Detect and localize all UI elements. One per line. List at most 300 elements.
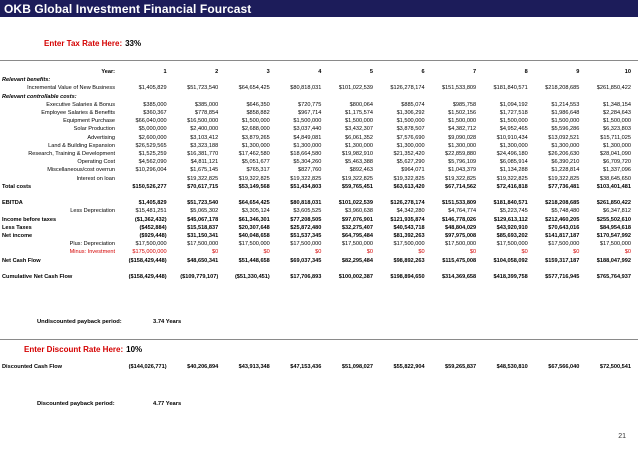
discounted-value-cell: $59,265,837 — [445, 364, 477, 370]
value-cell: $255,502,610 — [596, 216, 631, 223]
value-cell: $9,090,028 — [448, 134, 477, 141]
tax-rate-value[interactable]: 33% — [125, 39, 142, 48]
value-cell: $17,500,000 — [341, 241, 373, 248]
value-cell: $31,150,341 — [187, 233, 219, 240]
discounted-value-cell: $43,913,348 — [238, 364, 270, 370]
value-cell: $1,214,553 — [551, 101, 580, 108]
value-cell: $150,526,277 — [132, 183, 167, 190]
row-label: Advertising — [87, 134, 115, 141]
value-cell: $16,500,000 — [187, 118, 219, 125]
value-cell: $170,547,992 — [596, 233, 631, 240]
page-number: 21 — [618, 433, 626, 440]
sheet-title: OKB Global Investment Financial Fourcast — [4, 2, 252, 16]
value-cell: $3,879,265 — [241, 134, 270, 141]
value-cell: $858,882 — [246, 110, 270, 117]
value-cell: $17,500,000 — [135, 241, 167, 248]
value-cell: $3,605,525 — [293, 208, 322, 215]
value-cell: $1,500,000 — [293, 118, 322, 125]
value-cell: $28,041,090 — [599, 151, 631, 158]
value-cell: $51,537,345 — [290, 233, 322, 240]
tax-rate-label: Enter Tax Rate Here: — [44, 39, 123, 48]
value-cell: $1,300,000 — [396, 142, 425, 149]
value-cell: $360,367 — [143, 110, 167, 117]
value-cell: $1,094,192 — [499, 101, 528, 108]
value-cell: $17,500,000 — [599, 241, 631, 248]
line-item-row — [0, 207, 634, 215]
spacer-row — [0, 191, 634, 199]
value-cell: $103,401,481 — [596, 183, 631, 190]
value-cell: $188,047,992 — [596, 257, 631, 264]
value-cell: $17,706,893 — [290, 274, 322, 281]
value-cell: $151,533,809 — [441, 85, 477, 92]
discounted-value-cell: ($144,026,771) — [128, 364, 167, 370]
value-cell: $151,533,809 — [441, 200, 477, 207]
section-header-row — [0, 76, 634, 84]
value-cell: $827,760 — [298, 167, 322, 174]
value-cell: $3,878,507 — [396, 126, 425, 133]
value-cell: $4,562,090 — [138, 159, 167, 166]
total-row — [0, 199, 634, 207]
value-cell: $17,500,000 — [393, 241, 425, 248]
value-cell: $2,600,000 — [138, 134, 167, 141]
value-cell: $19,322,825 — [290, 175, 322, 182]
value-cell: $1,500,000 — [241, 118, 270, 125]
value-cell: $17,500,000 — [187, 241, 219, 248]
value-cell: $175,000,000 — [132, 249, 167, 256]
section-header: Relevant controllable costs: — [2, 93, 77, 100]
row-label: Miscellaneous/cost overrun — [47, 167, 115, 174]
value-cell: $121,935,874 — [390, 216, 425, 223]
row-label: Minus: Investment — [69, 249, 115, 256]
value-cell: $48,650,341 — [187, 257, 219, 264]
discounted-value-cell: $72,500,541 — [599, 364, 631, 370]
value-cell: $19,322,825 — [445, 175, 477, 182]
value-cell: $261,850,422 — [596, 85, 631, 92]
value-cell: $10,910,434 — [496, 134, 528, 141]
value-cell: $1,300,000 — [551, 142, 580, 149]
value-cell: $5,223,745 — [499, 208, 528, 215]
value-cell: $80,818,031 — [290, 200, 322, 207]
row-label: Less Taxes — [2, 224, 32, 231]
value-cell: $0 — [418, 249, 425, 256]
row-label: Plus: Depreciation — [69, 241, 115, 248]
value-cell: $15,481,251 — [135, 208, 167, 215]
discount-rate-label: Enter Discount Rate Here: — [24, 345, 124, 354]
value-cell — [118, 175, 170, 183]
line-item-row — [0, 158, 634, 166]
value-cell: $1,300,000 — [241, 142, 270, 149]
value-cell: $84,954,618 — [599, 224, 631, 231]
row-label: Total costs — [2, 183, 32, 190]
value-cell: $4,811,121 — [190, 159, 219, 166]
section-header-row — [0, 93, 634, 101]
value-cell: $4,764,774 — [448, 208, 477, 215]
year-header-cell: 1 — [163, 69, 167, 75]
total-row — [0, 224, 634, 232]
value-cell: $5,051,677 — [241, 159, 270, 166]
row-label: Operating Cost — [77, 159, 115, 166]
value-cell: $82,295,484 — [341, 257, 373, 264]
value-cell: $1,675,145 — [190, 167, 219, 174]
value-cell: ($452,884) — [139, 224, 167, 231]
value-cell: $70,617,715 — [187, 183, 219, 190]
total-row — [0, 232, 634, 240]
value-cell: $0 — [315, 249, 322, 256]
value-cell: $1,337,096 — [603, 167, 631, 174]
value-cell: $5,596,286 — [551, 126, 580, 133]
value-cell: $967,714 — [298, 110, 322, 117]
value-cell: $24,496,180 — [496, 151, 528, 158]
value-cell: $212,460,205 — [545, 216, 580, 223]
value-cell: $40,048,658 — [238, 233, 270, 240]
value-cell: $0 — [366, 249, 373, 256]
value-cell: $4,342,280 — [396, 208, 425, 215]
value-cell: $1,500,000 — [448, 118, 477, 125]
year-header-cell: 4 — [318, 69, 322, 75]
value-cell: $1,175,574 — [344, 110, 373, 117]
discount-rate-line — [24, 345, 142, 354]
value-cell: $17,500,000 — [548, 241, 580, 248]
value-cell: $218,208,685 — [545, 200, 580, 207]
value-cell: ($51,330,451) — [234, 274, 270, 281]
discounted-payback-label: Discounted payback period: — [37, 401, 115, 407]
row-label: Incremental Value of New Business — [27, 85, 115, 92]
value-cell: $100,002,387 — [338, 274, 373, 281]
value-cell: $69,037,345 — [290, 257, 322, 264]
value-cell: $800,064 — [349, 101, 373, 108]
value-cell: $32,275,407 — [341, 224, 373, 231]
separator-middle — [0, 339, 638, 340]
value-cell: $964,071 — [401, 167, 425, 174]
value-cell: $181,840,571 — [493, 85, 528, 92]
value-cell: $51,448,658 — [238, 257, 270, 264]
discount-rate-value[interactable]: 10% — [126, 345, 143, 354]
value-cell: $3,432,307 — [344, 126, 373, 133]
year-header-row — [0, 68, 634, 76]
value-cell: $720,775 — [298, 101, 322, 108]
value-cell: $3,960,638 — [344, 208, 373, 215]
value-cell: $98,892,263 — [393, 257, 425, 264]
year-header-cell: 7 — [473, 69, 477, 75]
value-cell: $1,300,000 — [603, 142, 631, 149]
value-cell: $48,804,029 — [445, 224, 477, 231]
row-label: Executive Salaries & Bonus — [46, 101, 115, 108]
line-item-row — [0, 117, 634, 125]
value-cell: $5,065,302 — [190, 208, 219, 215]
value-cell: $59,765,451 — [341, 183, 373, 190]
value-cell: $1,300,000 — [448, 142, 477, 149]
row-label: Research, Training & Development — [28, 151, 115, 158]
undiscounted-payback — [37, 319, 182, 325]
separator-top — [0, 60, 638, 61]
line-item-row — [0, 240, 634, 248]
value-cell: ($109,779,107) — [180, 274, 219, 281]
value-cell: $38,645,650 — [599, 175, 631, 182]
value-cell: $67,714,562 — [445, 183, 477, 190]
value-cell: $3,103,412 — [190, 134, 219, 141]
value-cell: $5,000,000 — [138, 126, 167, 133]
line-item-row — [0, 142, 634, 150]
value-cell: $1,500,000 — [499, 118, 528, 125]
value-cell: $141,817,187 — [545, 233, 580, 240]
value-cell: $19,322,825 — [238, 175, 270, 182]
value-cell: $77,208,505 — [290, 216, 322, 223]
value-cell: $646,350 — [246, 101, 270, 108]
value-cell: $5,304,260 — [293, 159, 322, 166]
value-cell: $64,654,425 — [238, 85, 270, 92]
value-cell: $4,952,465 — [499, 126, 528, 133]
forecast-table — [0, 68, 634, 281]
year-header-cell: 2 — [215, 69, 219, 75]
value-cell: $15,518,837 — [187, 224, 219, 231]
value-cell: $3,037,440 — [293, 126, 322, 133]
value-cell: $10,296,004 — [135, 167, 167, 174]
spacer-cell — [0, 265, 634, 273]
year-header-cell: 5 — [369, 69, 373, 75]
value-cell: $159,317,187 — [545, 257, 580, 264]
value-cell: $5,627,290 — [396, 159, 425, 166]
value-cell: $3,323,188 — [190, 142, 219, 149]
value-cell: $1,228,814 — [551, 167, 580, 174]
value-cell: $0 — [521, 249, 528, 256]
value-cell: $765,317 — [246, 167, 270, 174]
value-cell: $17,500,000 — [496, 241, 528, 248]
value-cell: $577,716,945 — [545, 274, 580, 281]
value-cell: $2,284,643 — [603, 110, 631, 117]
value-cell: $218,208,685 — [545, 85, 580, 92]
total-row — [0, 257, 634, 265]
value-cell: $21,352,420 — [393, 151, 425, 158]
value-cell: $4,849,081 — [293, 134, 322, 141]
discounted-value-cell: $67,566,040 — [548, 364, 580, 370]
value-cell: $1,300,000 — [293, 142, 322, 149]
value-cell: $97,076,901 — [341, 216, 373, 223]
value-cell: $17,500,000 — [445, 241, 477, 248]
value-cell: $6,709,720 — [603, 159, 631, 166]
tax-rate-line — [44, 39, 141, 48]
value-cell: $765,764,937 — [596, 274, 631, 281]
discounted-cash-flow-row — [0, 363, 634, 371]
value-cell: $1,500,000 — [603, 118, 631, 125]
line-item-row — [0, 84, 634, 92]
value-cell: $5,463,388 — [344, 159, 373, 166]
value-cell: $3,305,124 — [241, 208, 270, 215]
value-cell: $892,463 — [349, 167, 373, 174]
value-cell: $101,022,539 — [338, 200, 373, 207]
year-header-cell: 6 — [421, 69, 425, 75]
line-item-row — [0, 166, 634, 174]
year-header-cell: 10 — [624, 69, 631, 75]
row-label: EBITDA — [2, 200, 23, 207]
total-row — [0, 273, 634, 281]
value-cell: $0 — [263, 249, 270, 256]
value-cell: $61,346,301 — [238, 216, 270, 223]
value-cell: $19,322,825 — [496, 175, 528, 182]
line-item-row — [0, 109, 634, 117]
value-cell: $15,711,025 — [600, 134, 631, 141]
value-cell: $778,854 — [194, 110, 219, 117]
value-cell: $5,796,109 — [448, 159, 477, 166]
year-header-label: Year: — [101, 69, 115, 75]
value-cell: $5,748,480 — [551, 208, 580, 215]
value-cell: $198,894,650 — [390, 274, 425, 281]
value-cell: $6,323,803 — [603, 126, 631, 133]
value-cell: $1,986,648 — [551, 110, 580, 117]
row-label: Cumulative Net Cash Flow — [2, 274, 73, 281]
value-cell: $43,920,910 — [496, 224, 528, 231]
value-cell: $19,322,825 — [341, 175, 373, 182]
line-item-row — [0, 125, 634, 133]
value-cell: $129,613,112 — [493, 216, 528, 223]
investment-row — [0, 248, 634, 256]
value-cell: $19,322,825 — [548, 175, 580, 182]
value-cell: $16,381,770 — [187, 151, 219, 158]
value-cell: ($1,362,432) — [134, 216, 167, 223]
value-cell: $101,022,539 — [338, 85, 373, 92]
value-cell: $0 — [573, 249, 580, 256]
value-cell: $97,975,008 — [445, 233, 477, 240]
discounted-value-cell: $40,206,894 — [187, 364, 219, 370]
value-cell: $6,390,210 — [551, 159, 580, 166]
value-cell: $0 — [211, 249, 219, 256]
line-item-row — [0, 150, 634, 158]
value-cell: $80,818,031 — [290, 85, 322, 92]
discounted-value-cell: $51,098,027 — [341, 364, 373, 370]
value-cell: $985,758 — [452, 101, 477, 108]
value-cell: ($929,448) — [139, 233, 167, 240]
row-label: Net Cash Flow — [2, 257, 41, 264]
row-label: Interest on loan — [76, 175, 115, 182]
value-cell: $22,859,880 — [445, 151, 477, 158]
row-label: Equipment Purchase — [63, 118, 115, 125]
value-cell: $0 — [624, 249, 631, 256]
title-bar — [0, 0, 638, 17]
value-cell: $126,278,174 — [390, 85, 425, 92]
value-cell: ($158,429,448) — [128, 274, 167, 281]
value-cell: $51,723,540 — [187, 200, 219, 207]
discounted-value-cell: $48,530,810 — [496, 364, 528, 370]
value-cell: $6,085,914 — [499, 159, 528, 166]
spacer-cell — [0, 191, 634, 199]
value-cell: $66,040,000 — [135, 118, 167, 125]
value-cell: $885,074 — [401, 101, 425, 108]
value-cell: $25,872,480 — [290, 224, 322, 231]
value-cell: $64,654,425 — [238, 200, 270, 207]
value-cell: $51,434,803 — [290, 183, 322, 190]
value-cell: $40,543,718 — [393, 224, 425, 231]
value-cell: $1,043,379 — [448, 167, 477, 174]
value-cell: $2,400,000 — [190, 126, 219, 133]
value-cell: $1,405,829 — [138, 200, 167, 207]
value-cell: $13,092,521 — [548, 134, 580, 141]
value-cell: $81,392,263 — [393, 233, 425, 240]
total-row — [0, 183, 634, 191]
value-cell: $19,322,825 — [393, 175, 425, 182]
value-cell: $1,727,518 — [499, 110, 528, 117]
value-cell: $1,134,288 — [499, 167, 528, 174]
line-item-row — [0, 101, 634, 109]
undiscounted-payback-label: Undiscounted payback period: — [37, 319, 122, 325]
row-label: Solar Production — [73, 126, 115, 133]
value-cell: $1,300,000 — [344, 142, 373, 149]
value-cell: $45,067,178 — [187, 216, 219, 223]
value-cell: $51,723,540 — [187, 85, 219, 92]
value-cell: $2,688,000 — [241, 126, 270, 133]
year-header-cell: 8 — [524, 69, 528, 75]
value-cell: $0 — [469, 249, 477, 256]
value-cell: $63,613,420 — [393, 183, 425, 190]
spacer-row — [0, 265, 634, 273]
discounted-cash-flow-label: Discounted Cash Flow — [2, 364, 62, 370]
value-cell: $17,500,000 — [290, 241, 322, 248]
row-label: Less Depreciation — [70, 208, 115, 215]
value-cell: $26,529,565 — [135, 142, 167, 149]
discounted-payback-value: 4.77 Years — [153, 401, 182, 407]
value-cell: $72,416,818 — [496, 183, 528, 190]
value-cell: $1,500,000 — [396, 118, 425, 125]
value-cell: $314,369,658 — [441, 274, 477, 281]
value-cell: $115,475,008 — [442, 257, 477, 264]
value-cell: $1,348,154 — [603, 101, 631, 108]
value-cell: $70,643,016 — [548, 224, 580, 231]
value-cell: $19,322,825 — [187, 175, 219, 182]
undiscounted-payback-value: 3.74 Years — [153, 319, 182, 325]
value-cell: ($158,429,448) — [128, 257, 167, 264]
value-cell: $53,149,568 — [238, 183, 270, 190]
value-cell: $418,399,758 — [493, 274, 528, 281]
value-cell: $64,795,484 — [341, 233, 373, 240]
value-cell: $1,300,000 — [499, 142, 528, 149]
line-item-row — [0, 134, 634, 142]
line-item-row — [0, 175, 634, 183]
value-cell: $20,307,648 — [238, 224, 270, 231]
value-cell: $6,347,812 — [603, 208, 631, 215]
row-label: Income before taxes — [2, 216, 57, 223]
row-label: Employee Salaries & Benefits — [41, 110, 115, 117]
year-header-cell: 3 — [266, 69, 270, 75]
value-cell: $4,382,712 — [448, 126, 477, 133]
value-cell: $1,405,829 — [138, 85, 167, 92]
discounted-value-cell: $55,822,904 — [393, 364, 425, 370]
row-label: Land & Building Expansion — [48, 142, 115, 149]
value-cell: $18,664,580 — [290, 151, 322, 158]
value-cell: $17,500,000 — [238, 241, 270, 248]
section-header: Relevant benefits: — [2, 77, 51, 84]
value-cell: $6,061,352 — [344, 134, 373, 141]
value-cell: $385,000 — [143, 101, 167, 108]
value-cell: $7,576,690 — [396, 134, 425, 141]
value-cell: $1,500,000 — [551, 118, 580, 125]
year-header-cell: 9 — [576, 69, 580, 75]
row-label: Net income — [2, 233, 33, 240]
value-cell: $104,058,092 — [493, 257, 528, 264]
total-row — [0, 216, 634, 224]
value-cell: $146,778,026 — [441, 216, 477, 223]
value-cell: $385,000 — [194, 101, 219, 108]
value-cell: $1,500,000 — [344, 118, 373, 125]
value-cell: $181,840,571 — [493, 200, 528, 207]
value-cell: $126,278,174 — [390, 200, 425, 207]
value-cell: $1,502,156 — [448, 110, 477, 117]
value-cell: $261,850,422 — [596, 200, 631, 207]
value-cell: $77,736,481 — [548, 183, 580, 190]
discounted-payback — [37, 401, 182, 407]
value-cell: $85,693,202 — [496, 233, 528, 240]
discounted-value-cell: $47,153,436 — [290, 364, 322, 370]
value-cell: $1,306,292 — [396, 110, 425, 117]
value-cell: $17,462,580 — [238, 151, 270, 158]
value-cell: $26,206,630 — [548, 151, 580, 158]
